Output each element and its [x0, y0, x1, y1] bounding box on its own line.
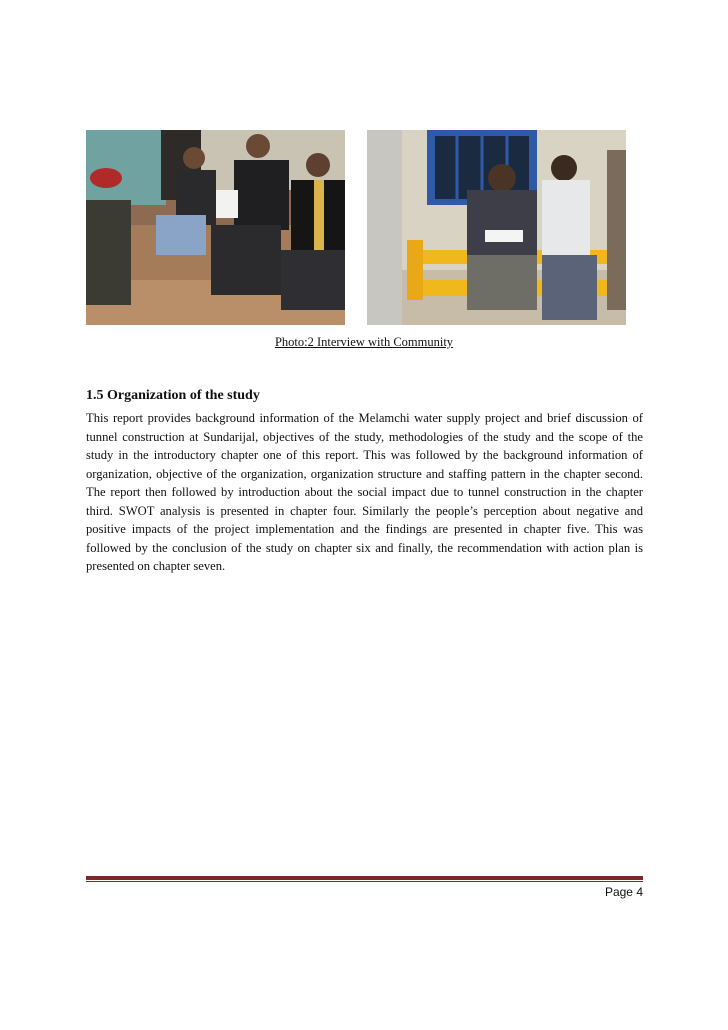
- page-number: Page 4: [604, 885, 643, 899]
- footer-rule-thin: [86, 881, 643, 882]
- photo-interview-right: [367, 130, 626, 325]
- section-paragraph: This report provides background information of the Melamchi water supply project and brief discussion of tunnel construction at Sundarijal, objectives of the study, methodologies of the study and the scope of the study in the introductory chapter one of this report. This was followed by the background information of organization, objective of the organization, organization structure and staffing pattern in the chapter second. The report then followed by introduction about the social impact due to tunnel construction in the chapter third. SWOT analysis is presented in chapter four. Similarly the people’s perception about negative and positive impacts of the project implementation and the findings are presented in chapter five. This was followed by the conclusion of the study on chapter six and finally, the recommendation with action plan is presented on chapter seven.: [86, 411, 643, 573]
- photo-caption: Photo:2 Interview with Community: [274, 335, 454, 349]
- footer-rule-thick: [86, 876, 643, 880]
- section-heading: 1.5 Organization of the study: [86, 388, 260, 403]
- photo-interview-left: [86, 130, 345, 325]
